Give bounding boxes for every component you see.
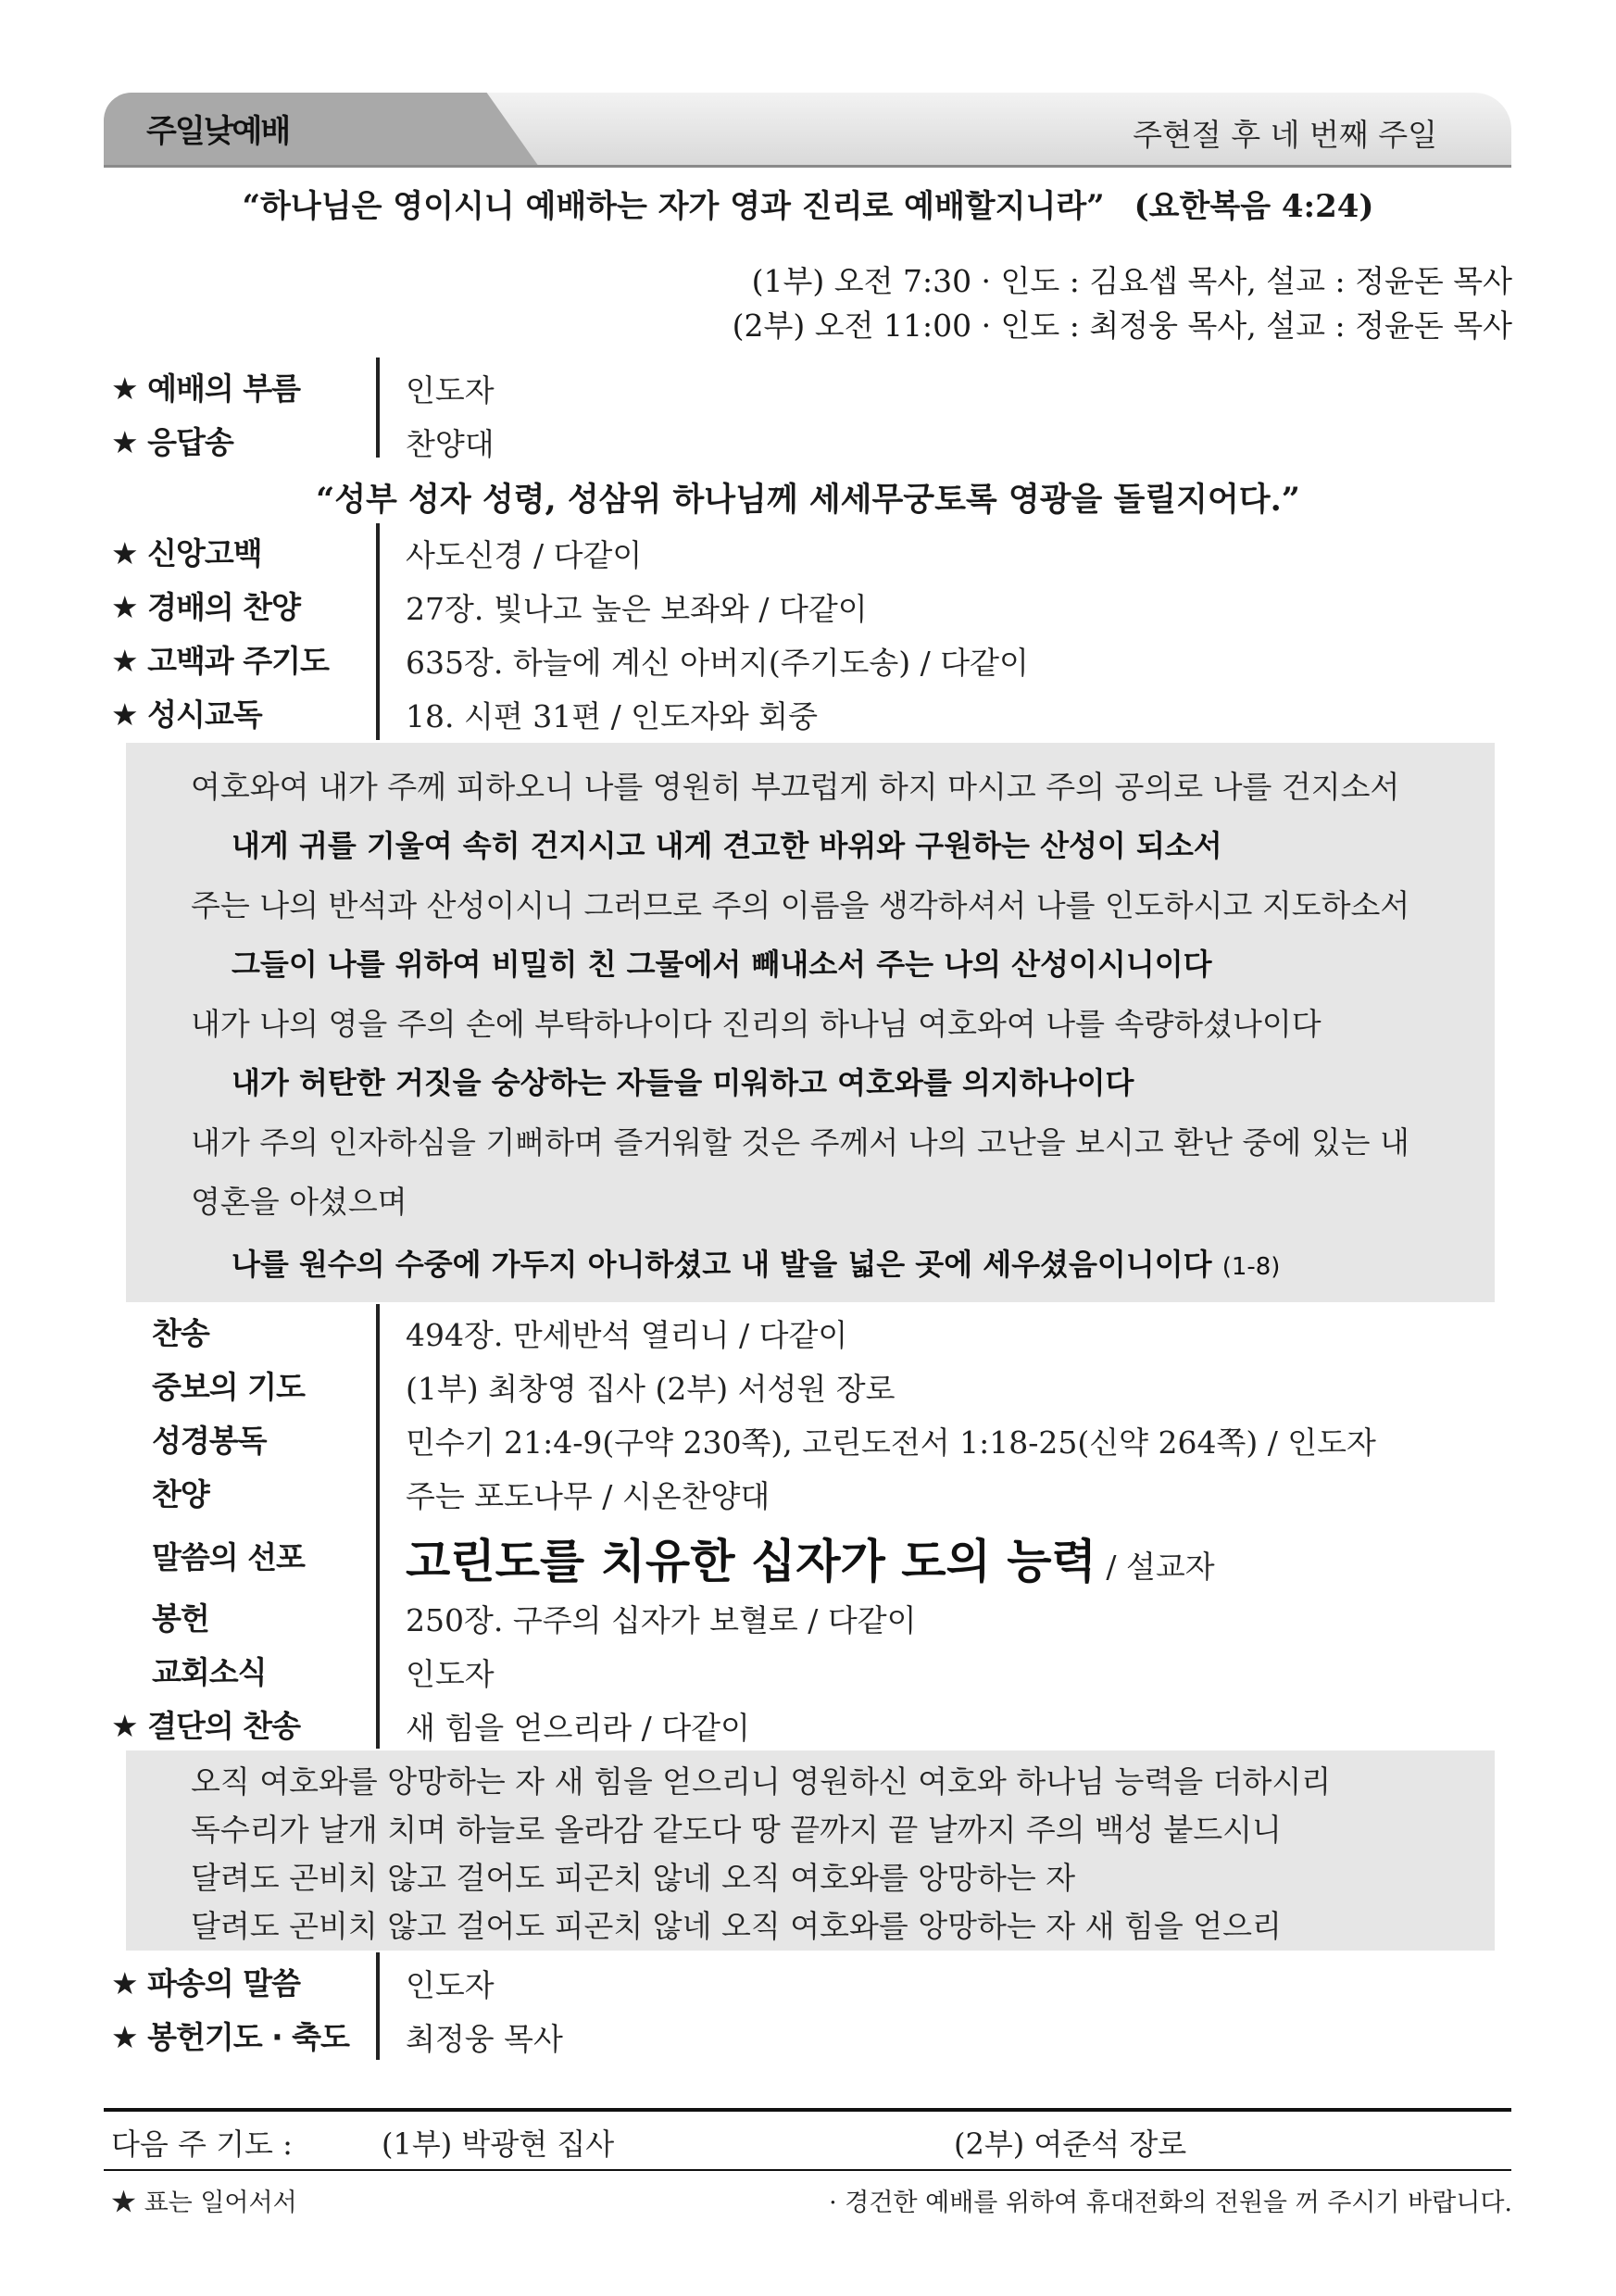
order-value: 인도자 [406,1967,495,2003]
order-value: 최정웅 목사 [406,2021,563,2057]
gloria-patri: “성부 성자 성령, 성삼위 하나님께 세세무궁토록 영광을 돌릴지어다.” [316,481,1300,519]
order-label: 찬양 [152,1476,209,1512]
order-item [111,2012,1500,2060]
hymn-line: 독수리가 날개 치며 하늘로 올라감 같도다 땅 끝까지 끝 날까지 주의 백성 붙드시니 [191,1812,1282,1848]
order-label: 교회소식 [152,1654,267,1690]
standing-note: ★ 표는 일어서서 [111,2189,297,2217]
reading-line-leader: 내가 나의 영을 주의 손에 부탁하나이다 진리의 하나님 여호와여 나를 속량하셨나이다 [191,1006,1322,1042]
next-week-prayer-1: (1부) 박광현 집사 [382,2127,615,2162]
order-label: ★ 파송의 말씀 [111,1965,300,2001]
order-item [111,1469,1500,1517]
footer-rule-bottom [104,2169,1511,2171]
order-item [111,1958,1500,2006]
order-label: ★ 성시교독 [111,696,262,733]
order-item [111,1647,1500,1695]
order-label: 중보의 기도 [152,1369,305,1405]
order-value: 18. 시편 31편 / 인도자와 회중 [406,698,818,734]
order-item [111,1361,1500,1410]
next-week-prayer-label: 다음 주 기도 : [111,2127,293,2162]
order-value: (1부) 최창영 집사 (2부) 서성원 장로 [406,1371,896,1407]
hymn-line: 달려도 곤비치 않고 걸어도 피곤치 않네 오직 여호와를 앙망하는 자 [191,1860,1076,1896]
reading-line-leader: 내가 주의 인자하심을 기뻐하며 즐거워할 것은 주께서 나의 고난을 보시고 환난 중에 있는 내 [191,1124,1409,1161]
order-label: ★ 고백과 주기도 [111,643,329,679]
theme-verse [0,181,1616,226]
order-label: ★ 봉헌기도 · 축도 [111,2019,349,2055]
order-label: ★ 응답송 [111,424,233,460]
order-item [111,1415,1500,1463]
order-value: 250장. 구주의 십자가 보혈로 / 다같이 [406,1602,917,1638]
order-value: 주는 포도나무 / 시온찬양대 [406,1478,770,1514]
sermon-item [111,1532,1500,1588]
reading-line-text: 나를 원수의 수중에 가두지 아니하셨고 내 발을 넓은 곳에 세우셨음이니이다 [232,1247,1212,1282]
order-item [111,689,1500,737]
order-item [111,1593,1500,1641]
sermon-preacher: / 설교자 [1096,1549,1215,1585]
page-header [104,93,1511,167]
reading-reference: (1-8) [1221,1253,1281,1281]
page-subtitle: 주현절 후 네 번째 주일 [1133,117,1437,153]
next-week-prayer-2: (2부) 여준석 장로 [954,2127,1187,2162]
order-value: 사도신경 / 다같이 [406,537,643,573]
order-value: 494장. 만세반석 열리니 / 다같이 [406,1317,848,1353]
page-title: 주일낮예배 [146,113,290,150]
order-item [111,1308,1500,1356]
reading-line-congregation: 내가 허탄한 거짓을 숭상하는 자들을 미워하고 여호와를 의지하나이다 [232,1065,1134,1100]
order-label: ★ 결단의 찬송 [111,1708,300,1744]
verse-reference: (요한복음 4:24) [1134,188,1374,225]
order-label: ★ 경배의 찬양 [111,589,300,625]
order-label: 말씀의 선포 [152,1539,305,1575]
phone-notice: · 경건한 예배를 위하여 휴대전화의 전원을 꺼 주시기 바랍니다. [829,2189,1512,2217]
verse-text: “하나님은 영이시니 예배하는 자가 영과 진리로 예배할지니라” [242,188,1105,225]
order-value: 635장. 하늘에 계신 아버지(주기도송) / 다같이 [406,645,1029,681]
order-label: 찬송 [152,1315,209,1351]
service-time-1: (1부) 오전 7:30 · 인도 : 김요셉 목사, 설교 : 정윤돈 목사 [751,263,1512,299]
reading-line-congregation: 그들이 나를 위하여 비밀히 친 그물에서 빼내소서 주는 나의 산성이시니이다 [232,947,1212,982]
order-item [111,582,1500,630]
reading-line-leader: 주는 나의 반석과 산성이시니 그러므로 주의 이름을 생각하셔서 나를 인도하시고 지도하소서 [191,887,1410,923]
order-item [111,528,1500,576]
header-rule [104,165,1511,168]
reading-line-congregation [232,1241,1280,1284]
order-label: 봉헌 [152,1600,209,1637]
order-item [111,363,1500,411]
order-item [111,1700,1500,1749]
order-value: 민수기 21:4-9(구약 230쪽), 고린도전서 1:18-25(신약 264쪽) / 인도자 [406,1424,1376,1461]
order-value: 인도자 [406,1656,495,1692]
order-label: 성경봉독 [152,1423,267,1459]
hymn-line: 오직 여호와를 앙망하는 자 새 힘을 얻으리니 영원하신 여호와 하나님 능력을 더하시리 [191,1763,1332,1800]
order-item [111,417,1500,465]
order-item [111,635,1500,684]
reading-line-congregation: 내게 귀를 기울여 속히 건지시고 내게 견고한 바위와 구원하는 산성이 되소서 [232,828,1222,863]
order-value: 새 힘을 얻으리라 / 다같이 [406,1710,750,1746]
sermon-title-line [406,1524,1215,1591]
reading-line-leader: 여호와여 내가 주께 피하오니 나를 영원히 부끄럽게 하지 마시고 주의 공의로 나를 건지소서 [191,769,1400,805]
order-label: ★ 예배의 부름 [111,370,300,407]
order-value: 찬양대 [406,426,495,462]
service-time-2: (2부) 오전 11:00 · 인도 : 최정웅 목사, 설교 : 정윤돈 목사 [732,307,1512,344]
order-value: 27장. 빛나고 높은 보좌와 / 다같이 [406,591,868,627]
order-label: ★ 신앙고백 [111,535,262,571]
reading-line-leader: 영혼을 아셨으며 [191,1184,407,1220]
footer-rule-top [104,2108,1511,2112]
sermon-title: 고린도를 치유한 십자가 도의 능력 [406,1534,1096,1588]
hymn-line: 달려도 곤비치 않고 걸어도 피곤치 않네 오직 여호와를 앙망하는 자 새 힘을 얻으리 [191,1908,1282,1944]
order-value: 인도자 [406,372,495,408]
